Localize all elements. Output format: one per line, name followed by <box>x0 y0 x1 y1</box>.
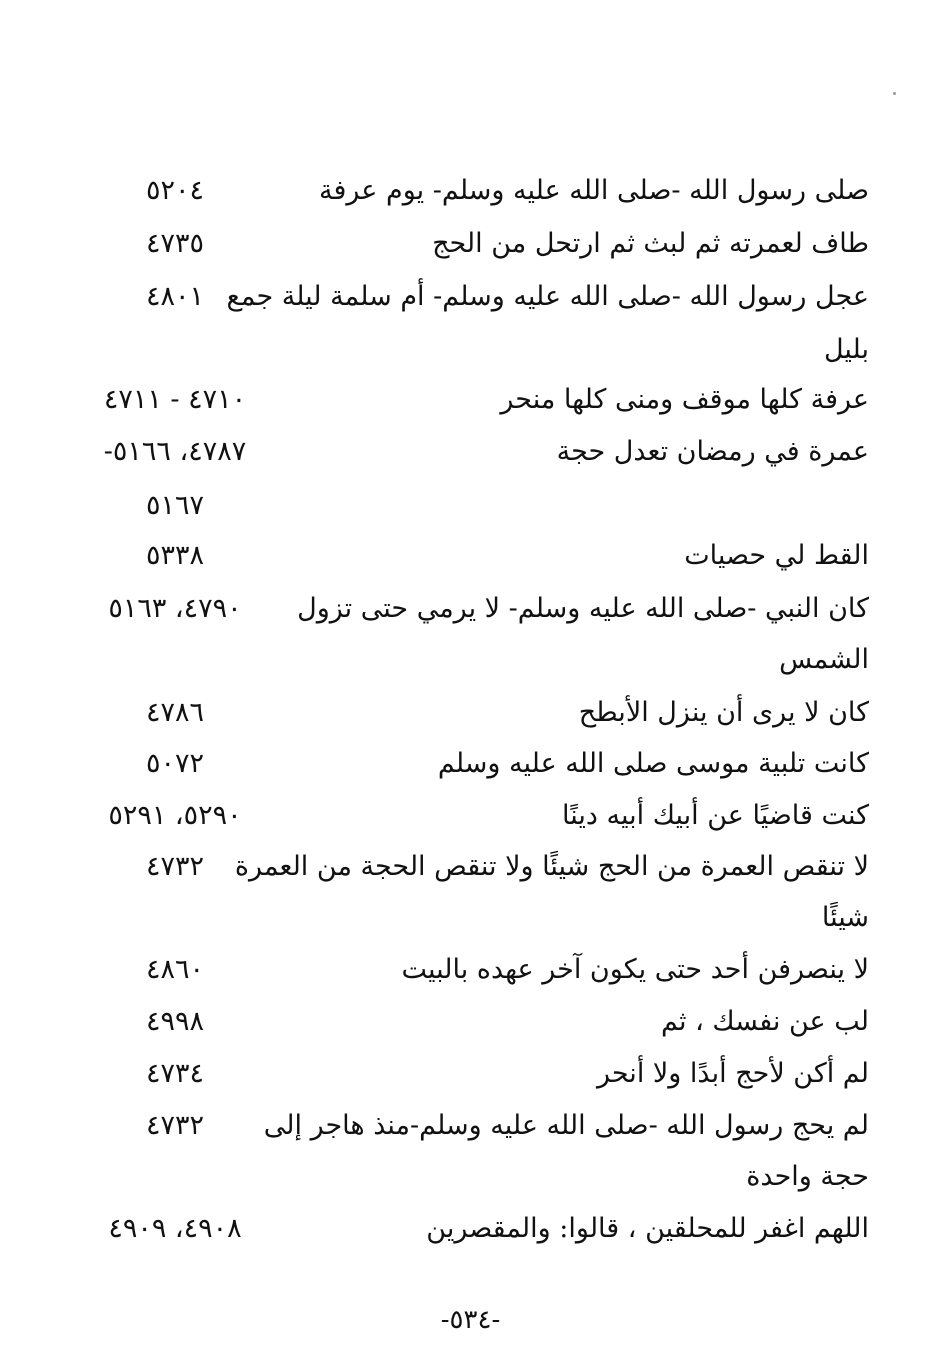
entry-ref: ٥٢٠٤ <box>145 175 204 206</box>
entry-text: طاف لعمرته ثم لبث ثم ارتحل من الحج <box>432 228 869 259</box>
entry-ref: ٤٨٦٠ <box>145 954 204 985</box>
entry-text: كانت تلبية موسى صلى الله عليه وسلم <box>437 748 869 779</box>
index-row <box>0 944 941 996</box>
entry-text: شيئًا <box>821 902 869 933</box>
index-row <box>0 271 941 323</box>
scan-speck <box>893 92 896 95</box>
entry-ref: ٤٨٠١ <box>145 281 204 312</box>
entry-ref: ٥٢٩٠، ٥٢٩١ <box>108 800 242 831</box>
entry-text: عجل رسول الله -صلى الله عليه وسلم- أم سلمة ليلة جمع <box>226 281 869 312</box>
entry-ref: ٤٧٣٢ <box>145 851 204 882</box>
entry-ref: ٤٧٨٦ <box>145 697 204 728</box>
index-row <box>0 374 941 426</box>
index-row-continuation <box>0 1151 941 1203</box>
entry-text: حجة واحدة <box>746 1161 869 1192</box>
index-row <box>0 738 941 790</box>
entry-ref: ٤٩٩٨ <box>145 1006 204 1037</box>
entry-ref: ٤٧٩٠، ٥١٦٣ <box>108 593 242 624</box>
index-row <box>0 790 941 842</box>
entry-ref: ٤٧٨٧، ٥١٦٦- <box>103 436 247 467</box>
entry-text: لا ينصرفن أحد حتى يكون آخر عهده بالبيت <box>401 954 869 985</box>
page-number: -٥٣٤- <box>440 1305 501 1335</box>
index-row <box>0 687 941 739</box>
entry-text: اللهم اغفر للمحلقين ، قالوا: والمقصرين <box>426 1213 869 1244</box>
entry-ref: ٤٧٣٥ <box>145 228 204 259</box>
index-row <box>0 583 941 635</box>
entry-ref: ٥٣٣٨ <box>145 540 204 571</box>
entry-ref: ٥٠٧٢ <box>145 748 204 779</box>
entry-text: القط لي حصيات <box>684 540 869 571</box>
entry-text: كان النبي -صلى الله عليه وسلم- لا يرمي حتى تزول <box>297 593 869 624</box>
index-row <box>0 426 941 478</box>
index-row-continuation <box>0 324 941 376</box>
entry-ref: ٤٧٣٤ <box>145 1058 204 1089</box>
entry-text: بليل <box>823 334 869 365</box>
entry-ref: ٥١٦٧ <box>145 490 204 521</box>
index-row-continuation <box>0 634 941 686</box>
index-row <box>0 165 941 217</box>
entry-text: لا تنقص العمرة من الحج شيئًا ولا تنقص الحجة من العمرة <box>234 851 869 882</box>
index-row <box>0 1100 941 1152</box>
entry-ref: ٤٧٣٢ <box>145 1110 204 1141</box>
entry-text: الشمس <box>779 644 869 675</box>
index-row-continuation <box>0 480 941 532</box>
index-row <box>0 218 941 270</box>
entry-text: صلى رسول الله -صلى الله عليه وسلم- يوم عرفة <box>319 175 869 206</box>
index-row <box>0 530 941 582</box>
entry-text: كنت قاضيًا عن أبيك أبيه دينًا <box>562 800 869 831</box>
entry-text: كان لا يرى أن ينزل الأبطح <box>578 697 869 728</box>
entry-text: لم يحج رسول الله -صلى الله عليه وسلم-منذ هاجر إلى <box>263 1110 869 1141</box>
index-row <box>0 1203 941 1255</box>
entry-text: عرفة كلها موقف ومنى كلها منحر <box>500 384 869 415</box>
entry-text: لب عن نفسك ، ثم <box>661 1006 869 1037</box>
entry-text: عمرة في رمضان تعدل حجة <box>556 436 869 467</box>
index-row <box>0 841 941 893</box>
index-row-continuation <box>0 892 941 944</box>
index-row <box>0 996 941 1048</box>
entry-ref: ٤٧١٠ - ٤٧١١ <box>103 384 247 415</box>
entry-ref: ٤٩٠٨، ٤٩٠٩ <box>108 1213 242 1244</box>
entry-text: لم أكن لأحج أبدًا ولا أنحر <box>596 1058 869 1089</box>
index-row <box>0 1048 941 1100</box>
